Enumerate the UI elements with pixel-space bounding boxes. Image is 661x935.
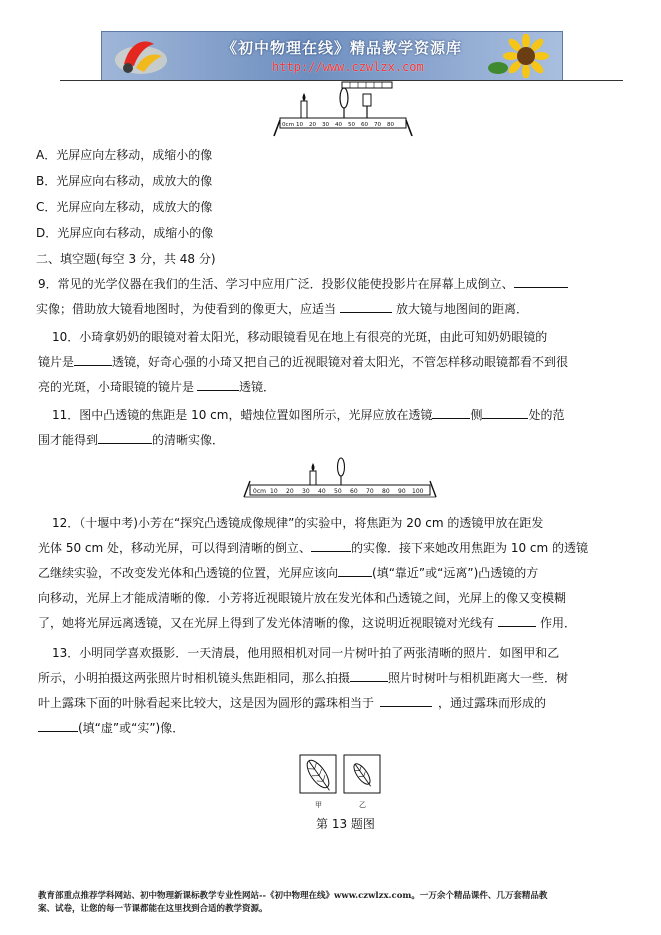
q9-line1: 9．常见的光学仪器在我们的生活、学习中应用广泛．投影仪能使投影片在屏幕上成倒立、 <box>38 277 514 291</box>
optical-bench-figure-2 <box>240 455 440 501</box>
q11-line2a: 围才能得到 <box>38 433 99 447</box>
header-banner <box>101 31 563 81</box>
question-11 <box>38 403 623 453</box>
bench1-tick: 0cm <box>282 122 295 128</box>
page-footer <box>38 890 628 916</box>
bench1-tick: 10 <box>296 122 304 128</box>
q12-line2a: 光体 50 cm 处，移动光屏，可以得到清晰的倒立、 <box>38 541 312 555</box>
q12-line3b: (填“靠近”或“远离”)凸透镜的方 <box>372 566 539 580</box>
answer-blank[interactable] <box>340 300 392 313</box>
q11-line2b: 的清晰实像． <box>152 433 225 447</box>
answer-blank[interactable] <box>380 694 432 707</box>
bench1-tick: 70 <box>374 122 382 128</box>
bench2-tick: 40 <box>318 488 326 495</box>
bench1-tick: 40 <box>335 122 343 128</box>
q11-line1c: 处的范 <box>528 408 565 422</box>
question-13 <box>38 641 623 741</box>
q11-line1a: 11．图中凸透镜的焦距是 10 cm，蜡烛位置如图所示，光屏应放在透镜 <box>52 408 433 422</box>
q12-line5b: 作用． <box>540 616 577 630</box>
answer-blank[interactable] <box>338 564 372 577</box>
bench2-tick: 0cm <box>253 488 266 495</box>
q13-line2a: 所示，小明拍摄这两张照片时相机镜头焦距相同，那么拍摄 <box>38 671 351 685</box>
q10-line3b: 透镜． <box>239 380 276 394</box>
q13-line3a: 叶上露珠下面的叶脉看起来比较大，这是因为圆形的露珠相当于 <box>38 696 375 710</box>
bench1-tick: 30 <box>322 122 330 128</box>
footer-line1: 教育部重点推荐学科网站、初中物理新课标教学专业性网站--《初中物理在线》www.czwlzx.com。一万余个精品课件、几万套精品教 <box>38 891 548 901</box>
option-a: A．光屏应向左移动，成缩小的像 <box>36 148 213 162</box>
q11-line1b: 侧 <box>470 408 483 422</box>
q10-line1: 10．小琦拿奶奶的眼镜对着太阳光，移动眼镜看见在地上有很亮的光斑，由此可知奶奶眼镜的 <box>52 330 548 344</box>
answer-blank[interactable] <box>350 669 388 682</box>
q13-line3b: ，通过露珠而形成的 <box>438 696 547 710</box>
leaf-photos-figure <box>299 753 381 813</box>
q12-line1: 12．（十堰中考)小芳在“探究凸透镜成像规律”的实验中，将焦距为 20 cm 的透镜甲放在距发 <box>52 516 544 530</box>
q13-line1: 13．小明同学喜欢摄影．一天清晨，他用照相机对同一片树叶拍了两张清晰的照片．如图甲和乙 <box>52 646 560 660</box>
figure-label-b: 乙 <box>359 801 366 809</box>
q10-line3a: 亮的光斑，小琦眼镜的镜片是 <box>38 380 195 394</box>
answer-blank[interactable] <box>432 406 470 419</box>
q10-line2b: 透镜，好奇心强的小琦又把自己的近视眼镜对着太阳光，不管怎样移动眼镜都看不到很 <box>112 355 569 369</box>
bench1-tick-labels <box>282 122 395 128</box>
sunflower-icon <box>486 34 556 78</box>
option-d: D．光屏应向右移动，成缩小的像 <box>36 226 214 240</box>
q12-line2b: 的实像．接下来她改用焦距为 10 cm 的透镜 <box>351 541 589 555</box>
bench2-tick: 80 <box>382 488 390 495</box>
bench2-tick: 50 <box>334 488 342 495</box>
question-9 <box>38 272 623 322</box>
q12-line5a: 了，她将光屏远离透镜，又在光屏上得到了发光体清晰的像，这说明近视眼镜对光线有 <box>38 616 495 630</box>
bench1-tick: 50 <box>348 122 356 128</box>
option-c: C．光屏应向左移动，成放大的像 <box>36 200 213 214</box>
section-heading: 二、填空题(每空 3 分，共 48 分) <box>36 252 216 266</box>
option-b: B．光屏应向右移动，成放大的像 <box>36 174 213 188</box>
q13-line4b: (填“虚”或“实”)像． <box>78 721 185 735</box>
optical-bench-figure-1 <box>268 80 418 140</box>
q12-line4: 向移动，光屏上才能成清晰的像．小芳将近视眼镜片放在发光体和凸透镜之间，光屏上的像又变模糊 <box>38 591 567 605</box>
figure-caption: 第 13 题图 <box>316 817 375 831</box>
question-12 <box>38 511 623 636</box>
q10-line2a: 镜片是 <box>38 355 75 369</box>
answer-blank[interactable] <box>498 614 536 627</box>
answer-blank[interactable] <box>98 431 152 444</box>
bench2-tick: 20 <box>286 488 294 495</box>
bench2-tick: 60 <box>350 488 358 495</box>
q12-line3a: 乙继续实验，不改变发光体和凸透镜的位置，光屏应该向 <box>38 566 339 580</box>
answer-blank[interactable] <box>197 378 239 391</box>
bench1-tick: 20 <box>309 122 317 128</box>
bench2-tick: 30 <box>302 488 310 495</box>
answer-blank[interactable] <box>311 539 351 552</box>
banner-url[interactable]: http://www.czwlzx.com <box>272 60 424 74</box>
bench2-tick: 10 <box>270 488 278 495</box>
answer-blank[interactable] <box>514 275 568 288</box>
q13-line2b: 照片时树叶与相机距离大一些．树 <box>388 671 569 685</box>
q9-line2b: 放大镜与地图间的距离． <box>396 302 529 316</box>
answer-blank[interactable] <box>38 719 78 732</box>
bench1-tick: 80 <box>387 122 395 128</box>
q9-line2a: 实像；借助放大镜看地图时，为使看到的像更大，应适当 <box>36 302 337 316</box>
footer-line2: 案、试卷，让您的每一节课都能在这里找到合适的教学资源。 <box>38 904 268 914</box>
bench2-tick: 90 <box>398 488 406 495</box>
logo-icon <box>110 34 172 78</box>
banner-title: 《初中物理在线》精品教学资源库 <box>222 39 463 57</box>
bench1-tick: 60 <box>361 122 369 128</box>
answer-blank[interactable] <box>482 406 528 419</box>
bench2-tick: 100 <box>412 488 424 495</box>
question-10 <box>38 325 623 400</box>
figure-label-a: 甲 <box>315 801 322 809</box>
answer-blank[interactable] <box>74 353 112 366</box>
bench2-tick: 70 <box>366 488 374 495</box>
